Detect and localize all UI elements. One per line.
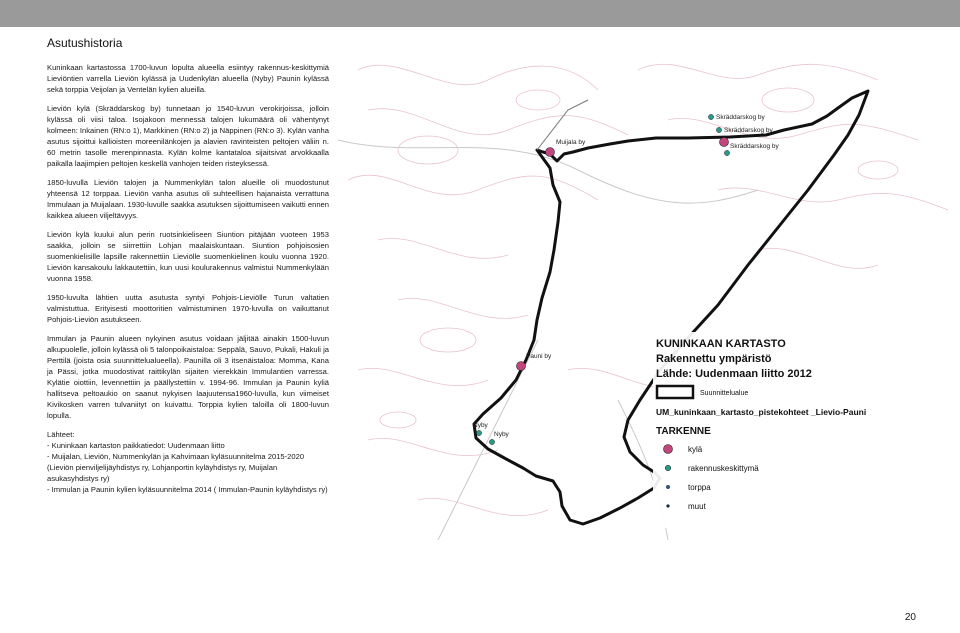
- paragraph-1: Kuninkaan kartastossa 1700-luvun lopulta alueella esiintyy rakennus-keskittymiä Lieviöntien varrella Lieviön kylässä ja Uudenkylän alueella (Nyby) Paunin kylässä sekä torppia Veijolan ja Ventelän kylien alueilla.: [47, 63, 329, 94]
- legend-title: KUNINKAAN KARTASTO: [656, 338, 786, 350]
- historical-map: [338, 40, 960, 540]
- place-label-skraddarskog: Skräddarskog by: [716, 114, 765, 121]
- village-marker-skraddarskog: [720, 138, 729, 147]
- reference-item: - Immulan ja Paunin kylien kyläsuunnitelma 2014 ( Immulan-Paunin kyläyhdistys ry): [47, 485, 328, 494]
- references-title: Lähteet:: [47, 430, 75, 439]
- paragraph-4: Lieviön kylä kuului alun perin ruotsinkieliseen Siuntion pitäjään vuoteen 1953 saakka, jolloin se siirrettiin Lohjan maalaiskuntaan. Siuntion pohjoisosien suomenkielisille lapsille rakennettiin Lieviölle suomenkielinen koulu vuonna 1920. Lieviön kansakoulu lakkautettiin, kun uusi koulurakennus valmistui Nummenkylään vuonna 1958.: [47, 230, 329, 283]
- village-marker-pauni: [517, 362, 526, 371]
- text-column: [47, 36, 329, 495]
- place-label-nyby: Nyby: [494, 431, 509, 438]
- cluster-marker-nyby: [489, 439, 494, 444]
- cluster-marker-skraddarskog: [724, 150, 729, 155]
- legend-layer-name: UM_kuninkaan_kartasto_pistekohteet _Lievio-Pauni: [656, 407, 867, 417]
- legend-area-label: Suunnittelualue: [700, 390, 749, 397]
- place-label-skraddarskog: Skräddarskog by: [724, 127, 773, 134]
- paragraph-2: Lieviön kylä (Skräddarskog by) tunnetaan jo 1540-luvun verokirjoissa, jolloin kylässä oli viisi taloa. Isojakoon mennessä talojen lukumäärä oli vähentynyt kolmeen: Inkainen (RN:o 1), Markkinen (RN:o 2) ja Näppinen (RN:o 3). Kylän vanha asutus sijoittui kallioisten moreenilänkojen ja alavien ravinteisten peltojen väliin n. 60 metrin tasolle merenpinnasta. Kylän kolme kantataloa sijaitsivat arvokkaalla paikalla laajimpien peltojen keskellä vanhojen teiden risteyksessä.: [47, 104, 329, 168]
- paragraph-5: 1950-luvulta lähtien uutta asutusta syntyi Pohjois-Lieviölle Turun valtatien valmistuttua. Erityisesti moottoritien valmistuminen 1970-luvulla on vaikuttanut Pohjois-Lieviön asutukseen.: [47, 293, 329, 324]
- paragraph-3: 1850-luvulla Lieviön talojen ja Nummenkylän talon alueille oli muodostunut yhteensä 12 torppaa. Lieviön vanha asutus oli suhteellisen hajanaista verrattuna Immulaan ja Muijalaan. 1930-luvulle saakka asutuksen sijoittumiseen vaikutti ennen kaikkea alueen viljeltävyys.: [47, 178, 329, 220]
- legend-kyla-symbol: [664, 445, 673, 454]
- cluster-marker-skraddarskog: [716, 127, 721, 132]
- cluster-marker-nyby: [476, 430, 481, 435]
- legend-item-muut: muut: [688, 502, 706, 511]
- legend-rakennuskeskittyma-symbol: [665, 465, 671, 471]
- cluster-marker-skraddarskog: [708, 114, 713, 119]
- page-title: Asutushistoria: [47, 36, 123, 50]
- paragraph-6: Immulan ja Paunin alueen nykyinen asutus voidaan jäljitää ainakin 1500-luvun alkupuolelle, jolloin kylässä oli 5 talonpoikaistaloa: Seppälä, Sauvo, Pukali, Hakuli ja Perttilä (joista osia suunnittelualueella). Paunilla oli 3 itsenäistaloa: Momma, Kana ja Pässi, jotka muodostivat raittikylän sijaiten vierekkäin Immulantien varressa. Kylätie oiottiin, levennettiin ja päällystettiin v. 1994-96. Immulan ja Paunin kyliä hallitseva peltoaukio on saanut nykyisen laajuutensa1960-luvulla, kun viimeiset Kivikosken varren tulvaniityt on kuivattu. Torppia kylien taloilla oli 1800-luvun lopulla.: [47, 334, 329, 420]
- legend-subtitle: Rakennettu ympäristö: [656, 353, 772, 365]
- legend-torppa-symbol: [666, 485, 670, 489]
- place-label-skraddarskog: Skräddarskog by: [730, 143, 779, 150]
- place-label-pauni: Pauni by: [526, 353, 552, 360]
- legend-item-rakennuskeskittyma: rakennuskeskittymä: [688, 464, 759, 473]
- legend-tarkenne: TARKENNE: [656, 426, 711, 437]
- top-bar: [0, 0, 960, 27]
- reference-item: - Kuninkaan kartaston paikkatiedot: Uudenmaan liitto: [47, 441, 225, 450]
- legend-item-kyla: kylä: [688, 445, 703, 454]
- place-label-nyby: Nyby: [473, 422, 488, 429]
- place-label-muijala: Muijala by: [556, 139, 586, 146]
- page-number: 20: [904, 612, 916, 623]
- legend-item-torppa: torppa: [688, 483, 711, 492]
- legend-muut-symbol: [666, 504, 669, 507]
- reference-item: - Muijalan, Lieviön, Nummenkylän ja Kahvimaan kyläsuunnitelma 2015-2020 (Lieviön pienviljelijäyhdistys ry, Lohjanportin kyläyhdistys ry, Muijalan asukasyhdistys ry): [47, 452, 305, 483]
- map-legend: [653, 332, 953, 528]
- legend-source: Lähde: Uudenmaan liitto 2012: [656, 368, 812, 380]
- village-marker-muijala: [546, 148, 555, 157]
